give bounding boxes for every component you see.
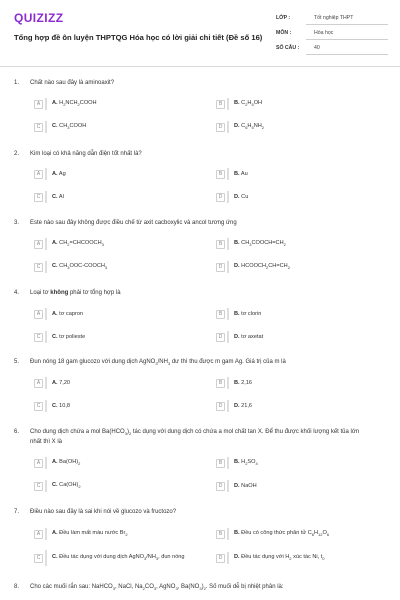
option-divider [227, 480, 229, 492]
question-number: 4. [14, 290, 20, 296]
option-text: A. Đều làm mất màu nước $Br_2$ [52, 529, 128, 538]
option-b[interactable] [216, 237, 376, 251]
option-divider [227, 121, 229, 133]
option-divider [45, 457, 47, 469]
option-d[interactable] [216, 260, 376, 274]
question-5 [0, 358, 400, 368]
question-text: Kim loại có khả năng dẫn điện tốt nhất là? [30, 151, 142, 157]
option-letter: D [216, 123, 225, 132]
option-text: D. 21,6 [234, 402, 253, 409]
quizizz-logo: QUIZIZZ [14, 11, 64, 25]
option-c[interactable] [34, 399, 194, 413]
option-letter: C [34, 123, 43, 132]
option-b[interactable] [216, 97, 376, 111]
option-divider [227, 261, 229, 273]
option-d[interactable] [216, 551, 376, 565]
worksheet-header [0, 0, 400, 67]
option-letter: B [216, 240, 225, 249]
option-divider [227, 238, 229, 250]
option-text: C. $Ca(OH)_2$ [52, 481, 81, 490]
option-divider [227, 552, 229, 564]
option-d[interactable] [216, 120, 376, 134]
option-a[interactable] [34, 456, 194, 470]
option-divider [45, 400, 47, 412]
option-text: B. $H_2SO_4$ [234, 458, 258, 467]
option-b[interactable] [216, 376, 376, 390]
option-letter: D [216, 402, 225, 411]
option-text: B. Đều có công thức phân tử $C_6H_{12}O_6$ [234, 529, 330, 538]
option-divider [227, 528, 229, 540]
option-a[interactable] [34, 97, 194, 111]
option-divider [45, 238, 47, 250]
question-text: Este nào sau đây không được điều chế từ axit cacboxylic và ancol tương ứng [30, 220, 237, 226]
option-d[interactable] [216, 330, 376, 344]
option-text: C. 10,8 [52, 402, 71, 409]
option-letter: A [34, 459, 43, 468]
option-text: D. Cu [234, 193, 249, 200]
option-d[interactable] [216, 399, 376, 413]
question-8 [0, 583, 400, 593]
meta-key: LỚP : [276, 15, 291, 21]
option-text: C. Đều tác dụng với dung dịch $AgNO_3/NH_3$, đun nóng [52, 553, 185, 562]
option-divider [227, 168, 229, 180]
option-a[interactable] [34, 307, 194, 321]
option-letter: C [34, 482, 43, 491]
question-7 [0, 508, 400, 516]
question-number: 8. [14, 584, 20, 590]
option-letter: A [34, 530, 43, 539]
option-text: B. $CH_3COOCH=CH_2$ [234, 239, 286, 248]
option-text: C. $CH_3COOH$ [52, 122, 87, 131]
option-c[interactable] [34, 479, 194, 493]
question-4 [0, 289, 400, 297]
option-divider [45, 98, 47, 110]
option-d[interactable] [216, 190, 376, 204]
option-letter: B [216, 170, 225, 179]
option-text: B. 2,16 [234, 379, 253, 386]
meta-value: 40 [306, 43, 388, 55]
question-6 [0, 428, 400, 446]
meta-key: MÔN : [276, 30, 292, 36]
meta-subject [276, 28, 388, 43]
question-text: Đun nóng 18 gam glucozo với dung dịch $AgNO_3/NH_3$ dư thì thu được m gam Ag. Giá trị của m là [30, 359, 286, 367]
option-d[interactable] [216, 479, 376, 493]
option-b[interactable] [216, 527, 376, 541]
option-a[interactable] [34, 167, 194, 181]
option-text: B. tơ clorin [234, 310, 262, 317]
question-text: Loại tơ không phải tơ tổng hợp là [30, 290, 121, 296]
option-letter: C [34, 333, 43, 342]
option-letter: B [216, 310, 225, 319]
question-2 [0, 150, 400, 158]
option-divider [45, 261, 47, 273]
option-text: D. tơ axetat [234, 333, 264, 340]
option-divider [227, 400, 229, 412]
option-text: A. 7,20 [52, 379, 71, 386]
question-number: 2. [14, 151, 20, 157]
option-letter: C [34, 263, 43, 272]
option-c[interactable] [34, 120, 194, 134]
question-number: 7. [14, 509, 20, 515]
meta-value: Tốt nghiệp THPT [306, 13, 388, 25]
option-letter: D [216, 554, 225, 563]
option-text: A. $Ba(OH)_2$ [52, 458, 81, 467]
option-text: D. $HCOOCH_2CH=CH_2$ [234, 262, 290, 271]
option-letter: B [216, 100, 225, 109]
option-a[interactable] [34, 237, 194, 251]
option-text: A. tơ capron [52, 310, 84, 317]
option-text: C. Al [52, 193, 64, 200]
option-a[interactable] [34, 527, 194, 541]
option-letter: B [216, 379, 225, 388]
option-divider [45, 331, 47, 343]
option-text: C. $CH_3OOC-COOCH_3$ [52, 262, 108, 271]
meta-key: SỐ CÂU : [276, 45, 300, 51]
option-letter: D [216, 333, 225, 342]
option-letter: B [216, 459, 225, 468]
question-text: Điều nào sau đây là sai khi nói về glucozo và fructozo? [30, 509, 177, 515]
option-divider [45, 528, 47, 540]
option-c[interactable] [34, 190, 194, 204]
option-a[interactable] [34, 376, 194, 390]
option-divider [45, 377, 47, 389]
option-letter: A [34, 170, 43, 179]
question-number: 1. [14, 80, 20, 86]
option-letter: A [34, 100, 43, 109]
option-text: D. $C_6H_5NH_2$ [234, 122, 265, 131]
option-letter: D [216, 482, 225, 491]
option-divider [227, 98, 229, 110]
option-text: A. $H_2NCH_2COOH$ [52, 99, 97, 108]
option-text: A. Ag [52, 170, 66, 177]
option-letter: D [216, 263, 225, 272]
question-text: Cho dung dịch chứa a mol $Ba(HCO_3)_2$ tác dụng với dung dịch có chứa a mol chất tan X. Để thu được khối lượng kết tủa lớn nhất thì X là [30, 429, 360, 446]
meta-question-count [276, 43, 388, 58]
option-divider [45, 480, 47, 492]
option-c[interactable] [34, 260, 194, 274]
option-letter: C [34, 402, 43, 411]
option-divider [227, 457, 229, 469]
option-letter: C [34, 193, 43, 202]
option-letter: A [34, 240, 43, 249]
meta-value: Hóa học [306, 28, 388, 40]
question-number: 5. [14, 359, 20, 365]
option-text: B. Au [234, 170, 248, 177]
question-text: Cho các muối rắn sau: NaHCO$_3$, NaCl, $Na_2CO_3$, AgNO$_3$, $Ba(NO_3)_2$. Số muối dễ bị nhiệt phân là: [30, 584, 284, 592]
worksheet-title: Tổng hợp đề ôn luyện THPTQG Hóa học có lời giải chi tiết (Đề số 16) [14, 33, 263, 42]
option-letter: A [34, 379, 43, 388]
option-b[interactable] [216, 167, 376, 181]
option-divider [227, 308, 229, 320]
option-divider [45, 121, 47, 133]
question-number: 6. [14, 429, 20, 435]
option-text: A. $CH_2=CHCOOCH_3$ [52, 239, 104, 248]
option-c[interactable] [34, 549, 194, 567]
option-letter: B [216, 530, 225, 539]
option-divider [227, 331, 229, 343]
question-text: Chất nào sau đây là aminoaxit? [30, 80, 115, 86]
meta-class [276, 13, 388, 28]
option-text: D. Đều tác dụng với $H_2$ xúc tác Ni, $t_0$ [234, 553, 325, 562]
question-number: 3. [14, 220, 20, 226]
option-divider [45, 168, 47, 180]
option-divider [227, 377, 229, 389]
option-letter: D [216, 193, 225, 202]
meta-info [276, 13, 388, 58]
option-text: D. NaOH [234, 482, 257, 489]
option-letter: A [34, 310, 43, 319]
question-1 [0, 79, 400, 87]
option-b[interactable] [216, 307, 376, 321]
option-letter: C [34, 554, 43, 563]
option-divider [227, 191, 229, 203]
option-c[interactable] [34, 330, 194, 344]
option-b[interactable] [216, 456, 376, 470]
option-text: C. tơ polieste [52, 333, 86, 340]
option-divider [45, 191, 47, 203]
option-text: B. $C_2H_5OH$ [234, 99, 263, 108]
question-3 [0, 219, 400, 227]
option-divider [45, 550, 47, 566]
option-divider [45, 308, 47, 320]
